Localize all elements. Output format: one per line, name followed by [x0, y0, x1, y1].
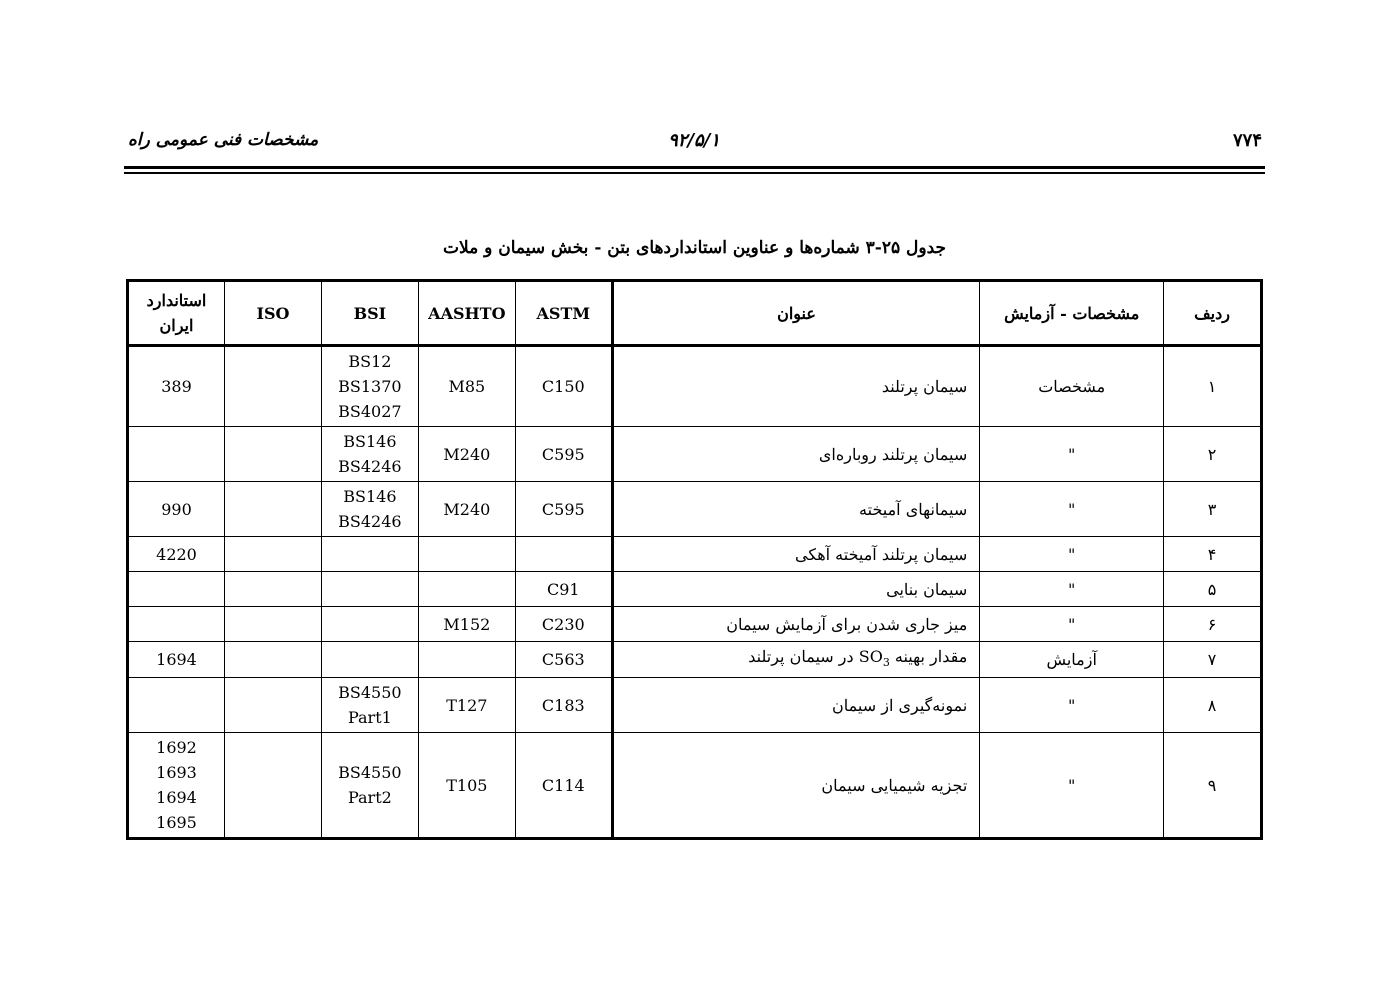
cell-row: ۹ — [1164, 733, 1262, 839]
cell-iran: 990 — [128, 482, 225, 537]
cell-title: سیمان پرتلند روباره‌ای — [612, 427, 980, 482]
col-header-title: عنوان — [612, 281, 980, 346]
cell-type: " — [980, 427, 1164, 482]
cell-astm: C91 — [515, 572, 612, 607]
cell-aashto: M240 — [418, 427, 515, 482]
cell-row: ۷ — [1164, 642, 1262, 678]
table-row — [128, 642, 1262, 678]
table-row — [128, 482, 1262, 537]
cell-aashto — [418, 642, 515, 678]
table-header-row — [128, 281, 1262, 346]
cell-aashto: M240 — [418, 482, 515, 537]
page-number: ۷۷۴ — [1232, 130, 1262, 151]
cell-iran — [128, 607, 225, 642]
cell-bsi: BS12 BS1370 BS4027 — [321, 346, 418, 427]
cell-row: ۳ — [1164, 482, 1262, 537]
cell-iran: 1692 1693 1694 1695 — [128, 733, 225, 839]
cell-astm: C230 — [515, 607, 612, 642]
cell-astm: C563 — [515, 642, 612, 678]
cell-iso — [225, 572, 322, 607]
cell-title: تجزیه شیمیایی سیمان — [612, 733, 980, 839]
cell-title: نمونه‌گیری از سیمان — [612, 678, 980, 733]
cell-type: " — [980, 572, 1164, 607]
cell-aashto: M85 — [418, 346, 515, 427]
cell-type: مشخصات — [980, 346, 1164, 427]
cell-row: ۵ — [1164, 572, 1262, 607]
cell-astm: C595 — [515, 482, 612, 537]
cell-iso — [225, 678, 322, 733]
table-row — [128, 427, 1262, 482]
cell-aashto: T127 — [418, 678, 515, 733]
header-rule-thin — [124, 172, 1265, 174]
table-row — [128, 678, 1262, 733]
col-header-iso: ISO — [225, 281, 322, 346]
cell-type: " — [980, 607, 1164, 642]
cell-title: سیمانهای آمیخته — [612, 482, 980, 537]
cell-row: ۸ — [1164, 678, 1262, 733]
cell-astm: C150 — [515, 346, 612, 427]
cell-iso — [225, 642, 322, 678]
cell-type: " — [980, 678, 1164, 733]
col-header-aashto: AASHTO — [418, 281, 515, 346]
cell-astm: C114 — [515, 733, 612, 839]
cell-iran: 1694 — [128, 642, 225, 678]
table-row — [128, 607, 1262, 642]
cell-row: ۶ — [1164, 607, 1262, 642]
col-header-type: مشخصات - آزمایش — [980, 281, 1164, 346]
cell-iran — [128, 678, 225, 733]
cell-iso — [225, 537, 322, 572]
header-title: مشخصات فنی عمومی راه — [128, 130, 319, 150]
cell-row: ۱ — [1164, 346, 1262, 427]
cell-iran: 4220 — [128, 537, 225, 572]
header-rule-thick — [124, 166, 1265, 169]
table-row — [128, 346, 1262, 427]
cell-type: " — [980, 733, 1164, 839]
cell-row: ۲ — [1164, 427, 1262, 482]
cell-iso — [225, 346, 322, 427]
cell-bsi: BS4550 Part1 — [321, 678, 418, 733]
cell-bsi: BS146 BS4246 — [321, 427, 418, 482]
cell-bsi — [321, 537, 418, 572]
table-row — [128, 733, 1262, 839]
cell-title: میز جاری شدن برای آزمایش سیمان — [612, 607, 980, 642]
subscript-3: 3 — [882, 656, 890, 670]
table-caption: جدول ۲۵-۳ شماره‌ها و عناوین استانداردهای بتن - بخش سیمان و ملات — [442, 238, 947, 258]
standards-table — [126, 279, 1263, 840]
cell-type: آزمایش — [980, 642, 1164, 678]
cell-astm — [515, 537, 612, 572]
cell-type: " — [980, 537, 1164, 572]
cell-aashto — [418, 537, 515, 572]
cell-bsi: BS146 BS4246 — [321, 482, 418, 537]
cell-bsi — [321, 642, 418, 678]
title-text-post: در سیمان پرتلند — [748, 647, 859, 666]
cell-iran: 389 — [128, 346, 225, 427]
cell-iso — [225, 733, 322, 839]
cell-bsi — [321, 572, 418, 607]
cell-iso — [225, 607, 322, 642]
cell-aashto: M152 — [418, 607, 515, 642]
cell-row: ۴ — [1164, 537, 1262, 572]
cell-type: " — [980, 482, 1164, 537]
cell-title: سیمان پرتلند — [612, 346, 980, 427]
title-text-pre: مقدار بهینه SO — [858, 647, 968, 666]
page-header — [124, 128, 1264, 156]
col-header-bsi: BSI — [321, 281, 418, 346]
col-header-astm: ASTM — [515, 281, 612, 346]
cell-iran — [128, 572, 225, 607]
cell-title: سیمان بنایی — [612, 572, 980, 607]
cell-bsi: BS4550 Part2 — [321, 733, 418, 839]
cell-aashto — [418, 572, 515, 607]
cell-iran — [128, 427, 225, 482]
cell-astm: C595 — [515, 427, 612, 482]
cell-iso — [225, 427, 322, 482]
cell-title — [612, 642, 980, 678]
cell-bsi — [321, 607, 418, 642]
col-header-row: ردیف — [1164, 281, 1262, 346]
table-row — [128, 537, 1262, 572]
table-row — [128, 572, 1262, 607]
cell-astm: C183 — [515, 678, 612, 733]
col-header-iran: استاندارد ایران — [128, 281, 225, 346]
cell-title: سیمان پرتلند آمیخته آهکی — [612, 537, 980, 572]
cell-iso — [225, 482, 322, 537]
cell-aashto: T105 — [418, 733, 515, 839]
header-date: ۹۲/۵/۱ — [668, 130, 720, 151]
